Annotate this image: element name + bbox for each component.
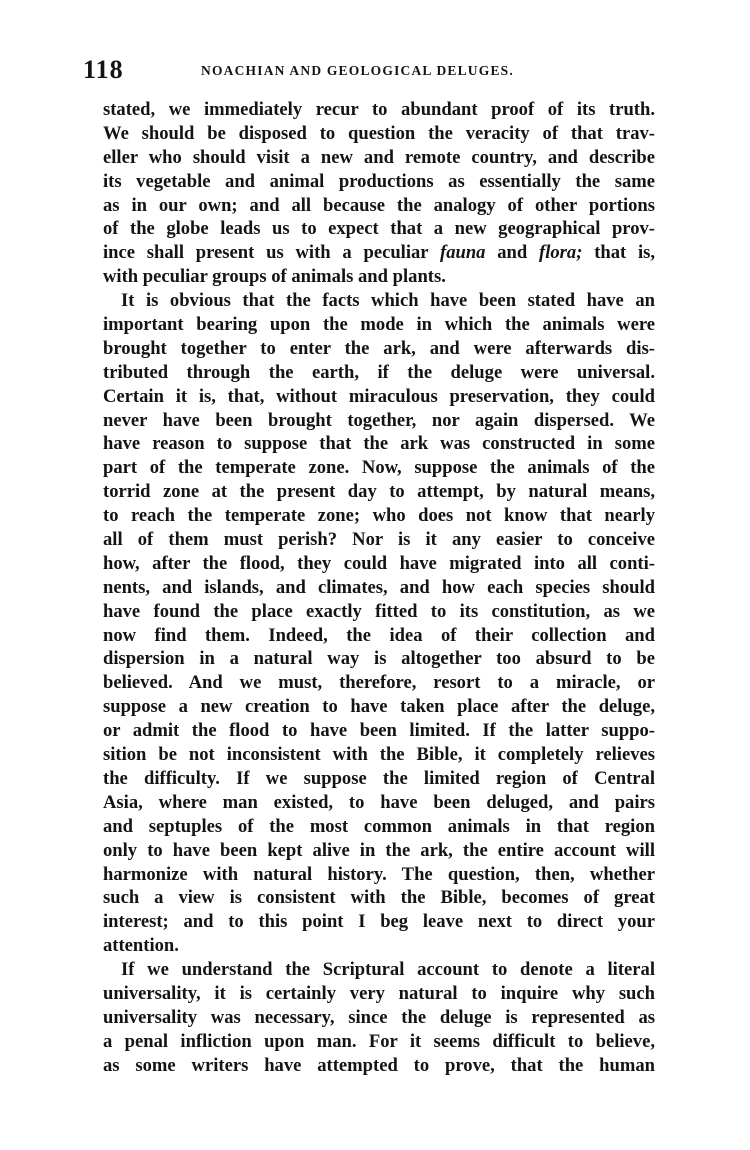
body-text [103, 98, 655, 1078]
italic-word: flora; [539, 242, 583, 264]
text-line: to reach the temperate zone; who does not know that nearly [103, 505, 655, 527]
text-line: its vegetable and animal productions as essentially the same [103, 170, 655, 192]
text-line: suppose a new creation to have taken place after the deluge, [103, 696, 655, 718]
paragraph-start-line: It is obvious that the facts which have been stated have an [121, 290, 655, 312]
text-line: universality was necessary, since the deluge is represented as [103, 1006, 655, 1028]
text-line: have found the place exactly fitted to its constitution, as we [103, 600, 655, 622]
text-line: We should be disposed to question the veracity of that trav- [103, 122, 655, 144]
text-line: all of them must perish? Nor is it any easier to conceive [103, 529, 655, 551]
running-head: NOACHIAN AND GEOLOGICAL DELUGES. [201, 63, 514, 78]
text-line: the difficulty. If we suppose the limited region of Central [103, 767, 655, 789]
text-line: now find them. Indeed, the idea of their collection and [103, 624, 655, 646]
text-line: dispersion in a natural way is altogether too absurd to be [103, 648, 655, 670]
paragraph-start-line: If we understand the Scriptural account to denote a literal [121, 959, 655, 981]
page-header [83, 55, 655, 85]
text-line: how, after the flood, they could have migrated into all conti- [103, 552, 655, 574]
text-line: nents, and islands, and climates, and how each species should [103, 576, 655, 598]
text-line: part of the temperate zone. Now, suppose the animals of the [103, 457, 655, 479]
text-line: important bearing upon the mode in which the animals were [103, 314, 655, 336]
text-line: eller who should visit a new and remote country, and describe [103, 146, 655, 168]
text-line: or admit the flood to have been limited. If the latter suppo- [103, 720, 655, 742]
text-line: harmonize with natural history. The question, then, whether [103, 863, 655, 885]
text-line: tributed through the earth, if the deluge were universal. [103, 361, 655, 383]
italic-word: fauna [440, 242, 486, 264]
text-line: such a view is consistent with the Bible, becomes of great [103, 887, 655, 909]
text-line: a penal infliction upon man. For it seems difficult to believe, [103, 1030, 655, 1052]
text-line: as in our own; and all because the analogy of other portions [103, 194, 655, 216]
page-number: 118 [83, 55, 124, 84]
text-line: Asia, where man existed, to have been deluged, and pairs [103, 791, 655, 813]
text-line: have reason to suppose that the ark was constructed in some [103, 433, 655, 455]
text-line: universality, it is certainly very natural to inquire why such [103, 982, 655, 1004]
text-line: and septuples of the most common animals in that region [103, 815, 655, 837]
text-line: stated, we immediately recur to abundant proof of its truth. [103, 99, 655, 120]
text-line: as some writers have attempted to prove, that the human [103, 1054, 655, 1076]
text-line: Certain it is, that, without miraculous preservation, they could [103, 385, 655, 407]
text-line: believed. And we must, therefore, resort to a miracle, or [103, 672, 655, 694]
text-line: brought together to enter the ark, and were afterwards dis- [103, 337, 655, 359]
text-line: torrid zone at the present day to attempt, by natural means, [103, 481, 655, 503]
text-line: interest; and to this point I beg leave next to direct your [103, 911, 655, 933]
text-line: with peculiar groups of animals and plants. [103, 266, 446, 288]
text-line: attention. [103, 935, 179, 957]
text-line-with-italics: ince shall present us with a peculiar fauna and flora; that is, [103, 242, 655, 264]
text-line: only to have been kept alive in the ark, the entire account will [103, 839, 655, 861]
text-line: never have been brought together, nor again dispersed. We [103, 409, 655, 431]
text-line: sition be not inconsistent with the Bible, it completely relieves [103, 744, 655, 766]
text-line: of the globe leads us to expect that a new geographical prov- [103, 218, 655, 240]
